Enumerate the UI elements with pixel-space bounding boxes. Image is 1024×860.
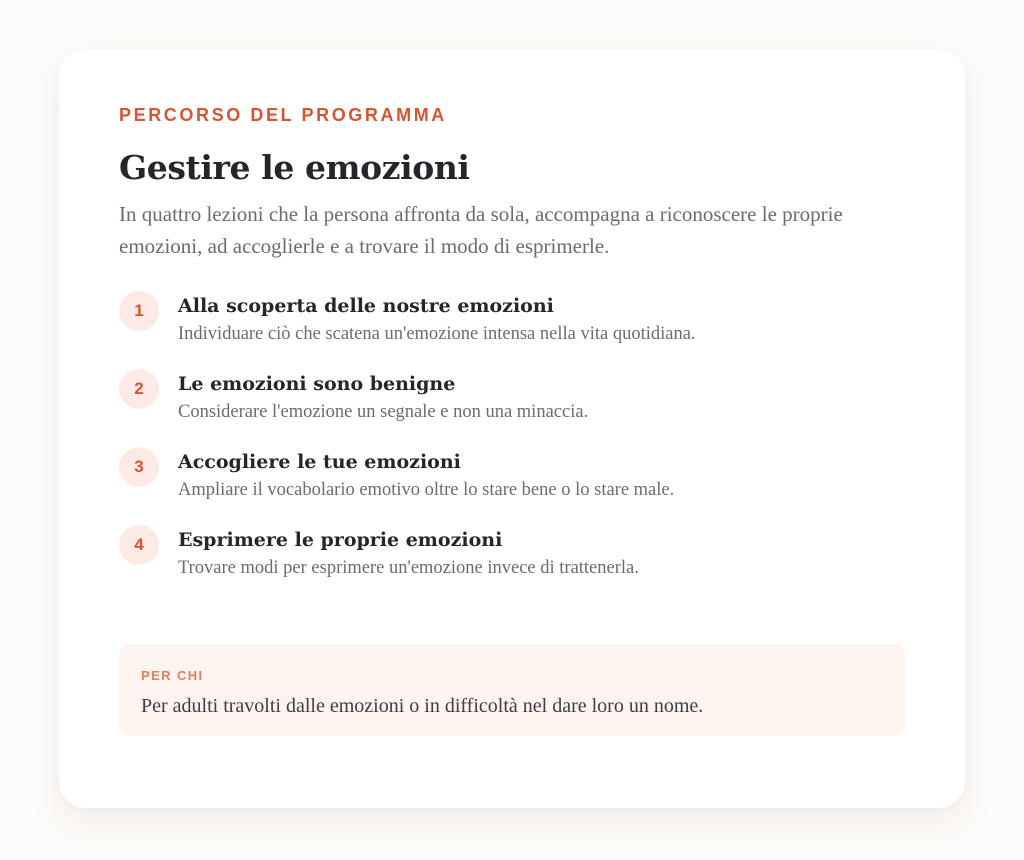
program-card	[59, 50, 965, 808]
lesson-number-badge: 2	[119, 369, 159, 409]
lesson-item-1	[119, 291, 905, 351]
lesson-description: Individuare ciò che scatena un'emozione intensa nella vita quotidiana.	[178, 324, 696, 344]
page-title: Gestire le emozioni	[119, 148, 470, 187]
lesson-number-badge: 1	[119, 291, 159, 331]
lesson-description: Considerare l'emozione un segnale e non una minaccia.	[178, 402, 589, 422]
program-eyebrow: PERCORSO DEL PROGRAMMA	[119, 105, 447, 125]
lesson-list	[119, 291, 905, 585]
lesson-item-2	[119, 369, 905, 429]
lesson-description: Trovare modi per esprimere un'emozione invece di trattenerla.	[178, 558, 639, 578]
lesson-title: Le emozioni sono benigne	[178, 373, 456, 395]
lesson-number-badge: 4	[119, 525, 159, 565]
lesson-number-badge: 3	[119, 447, 159, 487]
lesson-title: Esprimere le proprie emozioni	[178, 529, 503, 551]
lesson-item-4	[119, 525, 905, 585]
audience-callout	[119, 644, 905, 736]
lesson-description: Ampliare il vocabolario emotivo oltre lo stare bene o lo stare male.	[178, 480, 675, 500]
audience-text: Per adulti travolti dalle emozioni o in difficoltà nel dare loro un nome.	[141, 695, 704, 717]
program-intro: In quattro lezioni che la persona affronta da sola, accompagna a riconoscere le proprie emozioni, ad accoglierle e a trovare il modo di esprimerle.	[119, 202, 843, 258]
audience-label: PER CHI	[141, 668, 204, 683]
lesson-title: Accogliere le tue emozioni	[178, 451, 461, 473]
lesson-item-3	[119, 447, 905, 507]
lesson-title: Alla scoperta delle nostre emozioni	[178, 295, 554, 317]
